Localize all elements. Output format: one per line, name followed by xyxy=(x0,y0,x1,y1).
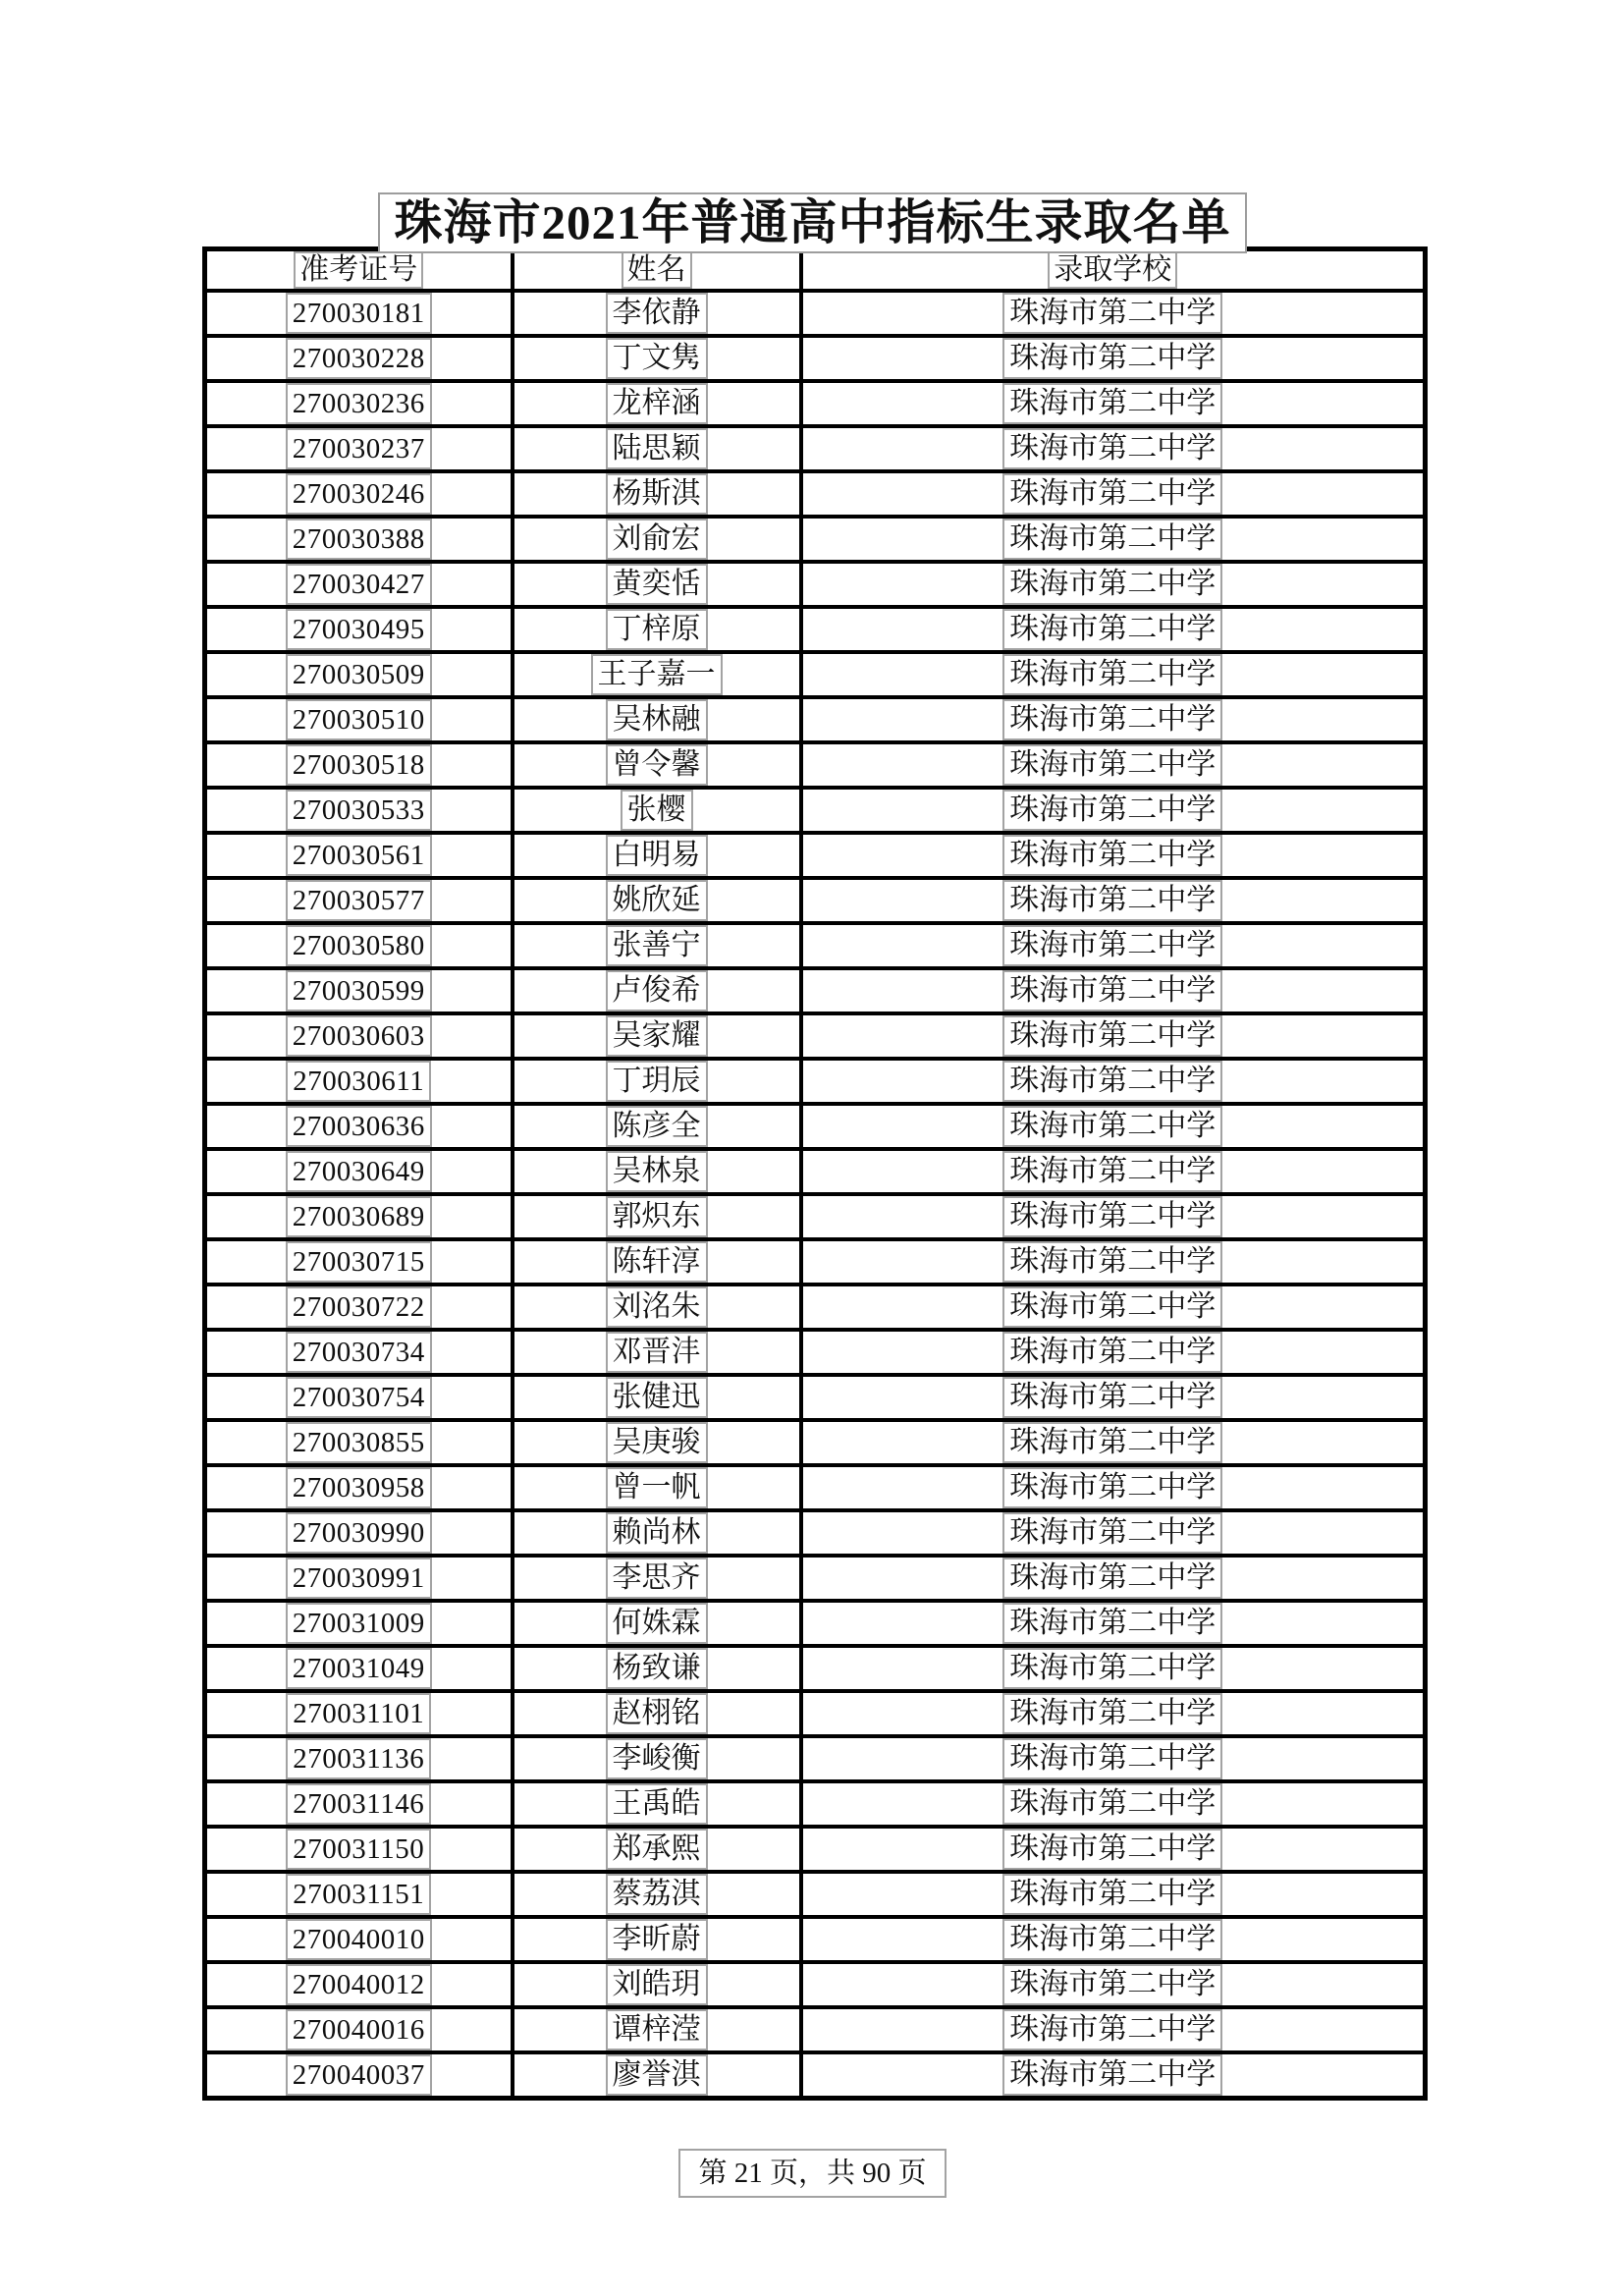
table-row xyxy=(205,607,1426,652)
school-name-text: 珠海市第二中学 xyxy=(1002,925,1222,966)
table-row xyxy=(205,1872,1426,1917)
exam-id-cell xyxy=(205,1285,513,1330)
school-cell xyxy=(801,291,1426,336)
school-cell xyxy=(801,1827,1426,1872)
school-cell xyxy=(801,1104,1426,1149)
student-name-text: 吴林泉 xyxy=(606,1151,708,1192)
table-row xyxy=(205,697,1426,742)
school-name-text: 珠海市第二中学 xyxy=(1002,1241,1222,1283)
name-cell xyxy=(513,878,801,923)
exam-id-cell xyxy=(205,1781,513,1827)
exam-id-cell xyxy=(205,291,513,336)
table-row xyxy=(205,1510,1426,1556)
student-name-text: 谭梓滢 xyxy=(606,2009,708,2050)
student-name-text: 李峻衡 xyxy=(606,1738,708,1779)
school-cell xyxy=(801,426,1426,471)
exam-id-cell xyxy=(205,2007,513,2052)
student-name-text: 陈轩淳 xyxy=(606,1241,708,1283)
school-cell xyxy=(801,788,1426,833)
school-name-text: 珠海市第二中学 xyxy=(1002,1738,1222,1779)
student-name-text: 曾令馨 xyxy=(606,744,708,786)
name-cell xyxy=(513,1691,801,1736)
school-cell xyxy=(801,833,1426,878)
exam-id-text: 270030689 xyxy=(286,1196,432,1237)
exam-id-text: 270031151 xyxy=(286,1874,431,1915)
exam-id-text: 270030722 xyxy=(286,1286,432,1328)
name-cell xyxy=(513,652,801,697)
exam-id-cell xyxy=(205,1827,513,1872)
table-header-row xyxy=(205,249,1426,292)
exam-id-text: 270030495 xyxy=(286,609,432,650)
exam-id-cell xyxy=(205,788,513,833)
exam-id-text: 270030181 xyxy=(286,293,432,334)
exam-id-cell xyxy=(205,1736,513,1781)
table-row xyxy=(205,2007,1426,2052)
name-cell xyxy=(513,381,801,426)
school-cell xyxy=(801,1872,1426,1917)
table-row xyxy=(205,1691,1426,1736)
exam-id-cell xyxy=(205,1239,513,1285)
school-cell xyxy=(801,1465,1426,1510)
name-cell xyxy=(513,1556,801,1601)
school-cell xyxy=(801,1736,1426,1781)
name-cell xyxy=(513,471,801,517)
exam-id-text: 270030715 xyxy=(286,1241,432,1283)
school-cell xyxy=(801,1917,1426,1962)
student-name-text: 何姝霖 xyxy=(606,1603,708,1644)
school-name-text: 珠海市第二中学 xyxy=(1002,1558,1222,1599)
student-name-text: 李昕蔚 xyxy=(606,1919,708,1960)
school-name-text: 珠海市第二中学 xyxy=(1002,473,1222,515)
school-cell xyxy=(801,381,1426,426)
table-row xyxy=(205,1059,1426,1104)
school-cell xyxy=(801,1375,1426,1420)
exam-id-text: 270030611 xyxy=(286,1061,431,1102)
school-name-text: 珠海市第二中学 xyxy=(1002,1196,1222,1237)
exam-id-cell xyxy=(205,2052,513,2099)
school-name-text: 珠海市第二中学 xyxy=(1002,1422,1222,1463)
student-name-text: 郑承熙 xyxy=(606,1829,708,1870)
exam-id-text: 270030561 xyxy=(286,835,432,876)
exam-id-cell xyxy=(205,923,513,968)
name-cell xyxy=(513,1601,801,1646)
student-name-text: 陆思颖 xyxy=(606,428,708,469)
exam-id-text: 270030958 xyxy=(286,1467,432,1508)
school-name-text: 珠海市第二中学 xyxy=(1002,654,1222,695)
school-name-text: 珠海市第二中学 xyxy=(1002,1467,1222,1508)
admission-table xyxy=(202,246,1428,2101)
school-header-text: 录取学校 xyxy=(1048,251,1177,289)
table-row xyxy=(205,968,1426,1013)
exam-id-cell xyxy=(205,1194,513,1239)
name-cell xyxy=(513,923,801,968)
name-cell xyxy=(513,426,801,471)
table-row xyxy=(205,1917,1426,1962)
student-name-text: 刘俞宏 xyxy=(606,519,708,560)
name-cell xyxy=(513,1917,801,1962)
student-name-text: 张健迅 xyxy=(606,1377,708,1418)
school-cell xyxy=(801,1646,1426,1691)
exam-id-cell xyxy=(205,426,513,471)
student-name-text: 李思齐 xyxy=(606,1558,708,1599)
student-name-text: 吴林融 xyxy=(606,699,708,740)
student-name-text: 陈彦全 xyxy=(606,1106,708,1147)
exam-id-cell xyxy=(205,1104,513,1149)
exam-id-cell xyxy=(205,562,513,607)
exam-id-cell xyxy=(205,607,513,652)
name-cell xyxy=(513,833,801,878)
table-row xyxy=(205,1827,1426,1872)
table-row xyxy=(205,923,1426,968)
student-name-text: 龙梓涵 xyxy=(606,383,708,424)
col-header-name xyxy=(513,249,801,292)
exam-id-text: 270030509 xyxy=(286,654,432,695)
table-row xyxy=(205,1601,1426,1646)
table-row xyxy=(205,1239,1426,1285)
name-cell xyxy=(513,1827,801,1872)
exam-id-cell xyxy=(205,381,513,426)
school-name-text: 珠海市第二中学 xyxy=(1002,835,1222,876)
school-name-text: 珠海市第二中学 xyxy=(1002,428,1222,469)
name-cell xyxy=(513,562,801,607)
student-name-text: 刘洺朱 xyxy=(606,1286,708,1328)
name-cell xyxy=(513,697,801,742)
name-cell xyxy=(513,788,801,833)
name-cell xyxy=(513,1059,801,1104)
table-row xyxy=(205,833,1426,878)
exam-id-cell xyxy=(205,1917,513,1962)
exam-id-header-text: 准考证号 xyxy=(294,251,423,289)
table-row xyxy=(205,1285,1426,1330)
school-cell xyxy=(801,1239,1426,1285)
student-name-text: 曾一帆 xyxy=(606,1467,708,1508)
table-row xyxy=(205,1465,1426,1510)
table-row xyxy=(205,652,1426,697)
name-cell xyxy=(513,742,801,788)
page-footer: 第 21 页，共 90 页 xyxy=(678,2149,946,2198)
name-cell xyxy=(513,517,801,562)
student-name-text: 吴家耀 xyxy=(606,1015,708,1057)
exam-id-text: 270040010 xyxy=(286,1919,432,1960)
table-row xyxy=(205,1420,1426,1465)
exam-id-text: 270030510 xyxy=(286,699,432,740)
school-cell xyxy=(801,697,1426,742)
school-name-text: 珠海市第二中学 xyxy=(1002,519,1222,560)
student-name-text: 李依静 xyxy=(606,293,708,334)
school-name-text: 珠海市第二中学 xyxy=(1002,970,1222,1011)
col-header-exam-id xyxy=(205,249,513,292)
exam-id-cell xyxy=(205,1601,513,1646)
school-cell xyxy=(801,471,1426,517)
exam-id-cell xyxy=(205,878,513,923)
exam-id-text: 270040037 xyxy=(286,2054,432,2096)
exam-id-text: 270030580 xyxy=(286,925,432,966)
exam-id-text: 270031101 xyxy=(286,1693,431,1734)
student-name-text: 张善宁 xyxy=(606,925,708,966)
name-cell xyxy=(513,2052,801,2099)
exam-id-cell xyxy=(205,1691,513,1736)
exam-id-cell xyxy=(205,1646,513,1691)
school-cell xyxy=(801,336,1426,381)
table-row xyxy=(205,517,1426,562)
name-cell xyxy=(513,1194,801,1239)
exam-id-text: 270030228 xyxy=(286,338,432,379)
name-cell xyxy=(513,1013,801,1059)
school-cell xyxy=(801,1285,1426,1330)
exam-id-text: 270030577 xyxy=(286,880,432,921)
exam-id-text: 270031049 xyxy=(286,1648,432,1689)
school-cell xyxy=(801,1330,1426,1375)
school-cell xyxy=(801,2052,1426,2099)
student-name-text: 黄奕恬 xyxy=(606,564,708,605)
student-name-text: 廖誉淇 xyxy=(606,2054,708,2096)
school-name-text: 珠海市第二中学 xyxy=(1002,338,1222,379)
student-name-text: 姚欣延 xyxy=(606,880,708,921)
exam-id-cell xyxy=(205,1149,513,1194)
school-cell xyxy=(801,517,1426,562)
student-name-text: 赵栩铭 xyxy=(606,1693,708,1734)
exam-id-cell xyxy=(205,1330,513,1375)
table-row xyxy=(205,1104,1426,1149)
name-cell xyxy=(513,1420,801,1465)
school-cell xyxy=(801,1013,1426,1059)
exam-id-text: 270030533 xyxy=(286,790,432,831)
exam-id-text: 270030599 xyxy=(286,970,432,1011)
exam-id-cell xyxy=(205,1465,513,1510)
table-row xyxy=(205,1646,1426,1691)
student-name-text: 郭炽东 xyxy=(606,1196,708,1237)
exam-id-text: 270030754 xyxy=(286,1377,432,1418)
student-name-text: 丁梓原 xyxy=(606,609,708,650)
exam-id-cell xyxy=(205,1962,513,2007)
school-cell xyxy=(801,742,1426,788)
table-row xyxy=(205,1375,1426,1420)
school-cell xyxy=(801,878,1426,923)
school-name-text: 珠海市第二中学 xyxy=(1002,2009,1222,2050)
school-cell xyxy=(801,1420,1426,1465)
student-name-text: 杨致谦 xyxy=(606,1648,708,1689)
school-cell xyxy=(801,607,1426,652)
name-cell xyxy=(513,1149,801,1194)
exam-id-text: 270031136 xyxy=(286,1738,431,1779)
school-name-text: 珠海市第二中学 xyxy=(1002,383,1222,424)
student-name-text: 张樱 xyxy=(621,790,693,831)
name-cell xyxy=(513,1285,801,1330)
table-row xyxy=(205,336,1426,381)
school-cell xyxy=(801,562,1426,607)
name-header-text: 姓名 xyxy=(622,251,692,289)
student-name-text: 王禹皓 xyxy=(606,1783,708,1825)
school-cell xyxy=(801,1962,1426,2007)
name-cell xyxy=(513,1239,801,1285)
school-cell xyxy=(801,1059,1426,1104)
exam-id-cell xyxy=(205,336,513,381)
title-container xyxy=(202,0,1423,253)
page-title: 珠海市2021年普通高中指标生录取名单 xyxy=(378,192,1246,253)
school-name-text: 珠海市第二中学 xyxy=(1002,2054,1222,2096)
school-cell xyxy=(801,1510,1426,1556)
school-cell xyxy=(801,1556,1426,1601)
table-row xyxy=(205,381,1426,426)
table-row xyxy=(205,1556,1426,1601)
school-name-text: 珠海市第二中学 xyxy=(1002,1783,1222,1825)
school-cell xyxy=(801,1691,1426,1736)
school-name-text: 珠海市第二中学 xyxy=(1002,1919,1222,1960)
name-cell xyxy=(513,1104,801,1149)
footer-container xyxy=(202,2149,1423,2198)
school-cell xyxy=(801,1194,1426,1239)
exam-id-cell xyxy=(205,742,513,788)
name-cell xyxy=(513,291,801,336)
table-row xyxy=(205,426,1426,471)
school-name-text: 珠海市第二中学 xyxy=(1002,1286,1222,1328)
name-cell xyxy=(513,2007,801,2052)
student-name-text: 邓晋沣 xyxy=(606,1332,708,1373)
student-name-text: 刘皓玥 xyxy=(606,1964,708,2005)
school-cell xyxy=(801,1781,1426,1827)
exam-id-cell xyxy=(205,968,513,1013)
exam-id-cell xyxy=(205,1420,513,1465)
name-cell xyxy=(513,1736,801,1781)
school-cell xyxy=(801,652,1426,697)
exam-id-text: 270030990 xyxy=(286,1512,432,1554)
exam-id-text: 270030636 xyxy=(286,1106,432,1147)
table-row xyxy=(205,1149,1426,1194)
table-row xyxy=(205,1962,1426,2007)
school-name-text: 珠海市第二中学 xyxy=(1002,1512,1222,1554)
exam-id-cell xyxy=(205,517,513,562)
student-name-text: 白明易 xyxy=(606,835,708,876)
exam-id-text: 270030649 xyxy=(286,1151,432,1192)
school-name-text: 珠海市第二中学 xyxy=(1002,1015,1222,1057)
exam-id-cell xyxy=(205,652,513,697)
table-row xyxy=(205,878,1426,923)
exam-id-text: 270030427 xyxy=(286,564,432,605)
exam-id-cell xyxy=(205,1510,513,1556)
exam-id-text: 270030734 xyxy=(286,1332,432,1373)
school-name-text: 珠海市第二中学 xyxy=(1002,1106,1222,1147)
name-cell xyxy=(513,1510,801,1556)
exam-id-text: 270031150 xyxy=(286,1829,431,1870)
exam-id-cell xyxy=(205,1556,513,1601)
exam-id-cell xyxy=(205,1375,513,1420)
table-row xyxy=(205,742,1426,788)
table-row xyxy=(205,2052,1426,2099)
exam-id-cell xyxy=(205,697,513,742)
table-row xyxy=(205,562,1426,607)
col-header-school xyxy=(801,249,1426,292)
name-cell xyxy=(513,607,801,652)
exam-id-text: 270030246 xyxy=(286,473,432,515)
school-name-text: 珠海市第二中学 xyxy=(1002,1151,1222,1192)
school-name-text: 珠海市第二中学 xyxy=(1002,1377,1222,1418)
name-cell xyxy=(513,1465,801,1510)
exam-id-cell xyxy=(205,471,513,517)
exam-id-text: 270030855 xyxy=(286,1422,432,1463)
student-name-text: 杨斯淇 xyxy=(606,473,708,515)
school-cell xyxy=(801,1149,1426,1194)
exam-id-cell xyxy=(205,1013,513,1059)
table-row xyxy=(205,1736,1426,1781)
name-cell xyxy=(513,1330,801,1375)
school-name-text: 珠海市第二中学 xyxy=(1002,1332,1222,1373)
exam-id-text: 270031009 xyxy=(286,1603,432,1644)
student-name-text: 卢俊希 xyxy=(606,970,708,1011)
exam-id-cell xyxy=(205,833,513,878)
school-name-text: 珠海市第二中学 xyxy=(1002,1964,1222,2005)
table-row xyxy=(205,1330,1426,1375)
school-name-text: 珠海市第二中学 xyxy=(1002,744,1222,786)
name-cell xyxy=(513,1872,801,1917)
name-cell xyxy=(513,1375,801,1420)
student-name-text: 王子嘉一 xyxy=(591,654,723,695)
table-row xyxy=(205,1013,1426,1059)
exam-id-text: 270030237 xyxy=(286,428,432,469)
school-name-text: 珠海市第二中学 xyxy=(1002,1603,1222,1644)
exam-id-text: 270030236 xyxy=(286,383,432,424)
school-cell xyxy=(801,2007,1426,2052)
school-name-text: 珠海市第二中学 xyxy=(1002,1061,1222,1102)
school-name-text: 珠海市第二中学 xyxy=(1002,790,1222,831)
name-cell xyxy=(513,968,801,1013)
student-name-text: 蔡荔淇 xyxy=(606,1874,708,1915)
exam-id-text: 270030603 xyxy=(286,1015,432,1057)
school-name-text: 珠海市第二中学 xyxy=(1002,564,1222,605)
school-name-text: 珠海市第二中学 xyxy=(1002,293,1222,334)
exam-id-text: 270031146 xyxy=(286,1783,431,1825)
table-row xyxy=(205,291,1426,336)
exam-id-text: 270040016 xyxy=(286,2009,432,2050)
table-row xyxy=(205,1194,1426,1239)
name-cell xyxy=(513,1781,801,1827)
exam-id-text: 270030388 xyxy=(286,519,432,560)
student-name-text: 丁玥辰 xyxy=(606,1061,708,1102)
table-row xyxy=(205,1781,1426,1827)
student-name-text: 吴庚骏 xyxy=(606,1422,708,1463)
name-cell xyxy=(513,1962,801,2007)
table-row xyxy=(205,471,1426,517)
school-name-text: 珠海市第二中学 xyxy=(1002,699,1222,740)
school-name-text: 珠海市第二中学 xyxy=(1002,1693,1222,1734)
table-row xyxy=(205,788,1426,833)
school-name-text: 珠海市第二中学 xyxy=(1002,1648,1222,1689)
exam-id-text: 270030518 xyxy=(286,744,432,786)
school-name-text: 珠海市第二中学 xyxy=(1002,609,1222,650)
school-cell xyxy=(801,923,1426,968)
name-cell xyxy=(513,1646,801,1691)
student-name-text: 丁文隽 xyxy=(606,338,708,379)
school-cell xyxy=(801,968,1426,1013)
exam-id-cell xyxy=(205,1059,513,1104)
student-name-text: 赖尚林 xyxy=(606,1512,708,1554)
school-cell xyxy=(801,1601,1426,1646)
school-name-text: 珠海市第二中学 xyxy=(1002,1829,1222,1870)
school-name-text: 珠海市第二中学 xyxy=(1002,1874,1222,1915)
exam-id-cell xyxy=(205,1872,513,1917)
school-name-text: 珠海市第二中学 xyxy=(1002,880,1222,921)
name-cell xyxy=(513,336,801,381)
exam-id-text: 270040012 xyxy=(286,1964,432,2005)
exam-id-text: 270030991 xyxy=(286,1558,432,1599)
